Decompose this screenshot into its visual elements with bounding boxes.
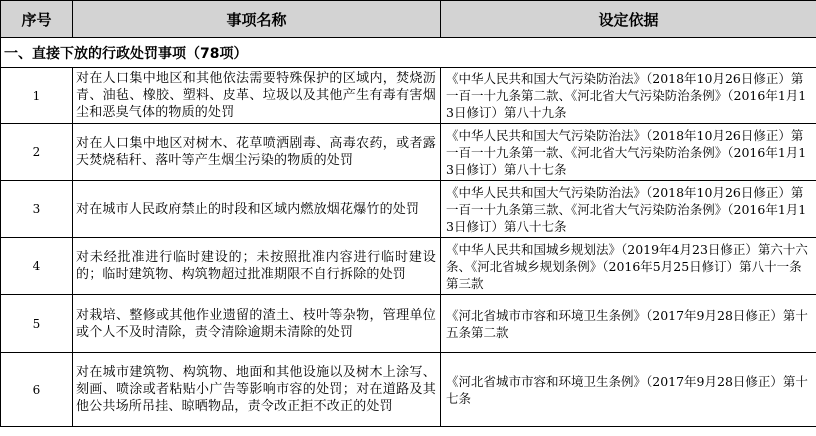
row-legal-basis: 《河北省城市市容和环境卫生条例》（2017年9月28日修正）第十五条第二款 bbox=[441, 295, 816, 353]
row-number: 4 bbox=[1, 238, 73, 295]
row-legal-basis: 《河北省城市市容和环境卫生条例》（2017年9月28日修正）第十七条 bbox=[441, 353, 816, 427]
row-number: 3 bbox=[1, 181, 73, 238]
header-row bbox=[1, 1, 816, 38]
row-number: 1 bbox=[1, 68, 73, 124]
row-number: 5 bbox=[1, 295, 73, 353]
row-legal-basis: 《中华人民共和国大气污染防治法》（2018年10月26日修正）第一百一十九条第二款、《河北省大气污染防治条例》（2016年1月13日修订）第八十九条 bbox=[441, 68, 816, 124]
row-item-name: 对在城市人民政府禁止的时段和区域内燃放烟花爆竹的处罚 bbox=[73, 181, 441, 238]
header-serial-number: 序号 bbox=[1, 1, 73, 38]
section-title: 一、直接下放的行政处罚事项（78项） bbox=[1, 38, 816, 68]
table-row bbox=[1, 295, 816, 353]
table-row bbox=[1, 124, 816, 181]
table-row bbox=[1, 353, 816, 427]
row-number: 2 bbox=[1, 124, 73, 181]
row-number: 6 bbox=[1, 353, 73, 427]
table-row bbox=[1, 68, 816, 124]
row-legal-basis: 《中华人民共和国大气污染防治法》（2018年10月26日修正）第一百一十九条第一款、《河北省大气污染防治条例》（2016年1月13日修订）第八十七条 bbox=[441, 124, 816, 181]
row-item-name: 对栽培、整修或其他作业遗留的渣土、枝叶等杂物，管理单位或个人不及时清除，责令清除逾期未清除的处罚 bbox=[73, 295, 441, 353]
table-row bbox=[1, 238, 816, 295]
row-item-name: 对在人口集中地区对树木、花草喷洒剧毒、高毒农药，或者露天焚烧秸秆、落叶等产生烟尘污染的物质的处罚 bbox=[73, 124, 441, 181]
row-legal-basis: 《中华人民共和国大气污染防治法》（2018年10月26日修正）第一百一十九条第三款、《河北省大气污染防治条例》（2016年1月13日修订）第八十七条 bbox=[441, 181, 816, 238]
header-item-name: 事项名称 bbox=[73, 1, 441, 38]
table-row bbox=[1, 181, 816, 238]
row-legal-basis: 《中华人民共和国城乡规划法》（2019年4月23日修正）第六十六条、《河北省城乡规划条例》（2016年5月25日修订）第八十一条第三款 bbox=[441, 238, 816, 295]
row-item-name: 对在人口集中地区和其他依法需要特殊保护的区域内，焚烧沥青、油毡、橡胶、塑料、皮革、垃圾以及其他产生有毒有害烟尘和恶臭气体的物质的处罚 bbox=[73, 68, 441, 124]
row-item-name: 对未经批准进行临时建设的；未按照批准内容进行临时建设的；临时建筑物、构筑物超过批准期限不自行拆除的处罚 bbox=[73, 238, 441, 295]
row-item-name: 对在城市建筑物、构筑物、地面和其他设施以及树木上涂写、刻画、喷涂或者粘贴小广告等影响市容的处罚；对在道路及其他公共场所吊挂、晾晒物品，责令改正拒不改正的处罚 bbox=[73, 353, 441, 427]
section-row bbox=[1, 38, 816, 68]
header-legal-basis: 设定依据 bbox=[441, 1, 816, 38]
